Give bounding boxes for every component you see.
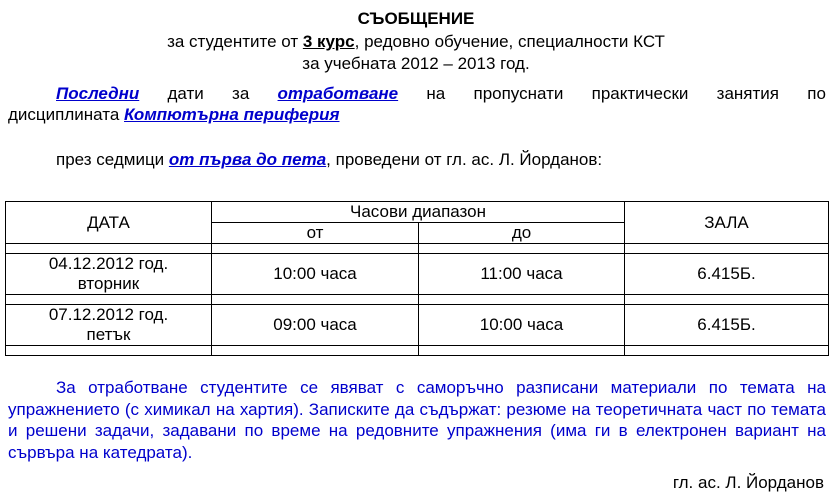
weeks-range: от първа до пета — [168, 150, 327, 169]
audience-line — [0, 32, 832, 52]
intro-word: занятия — [716, 84, 779, 103]
row-date — [6, 305, 212, 346]
subject-name: Компютърна периферия — [124, 105, 340, 124]
course-label: 3 курс — [302, 32, 355, 51]
header-room: ЗАЛА — [625, 202, 829, 244]
audience-prefix: за студентите от — [167, 32, 303, 51]
schedule-table — [5, 201, 829, 356]
header-to: до — [419, 223, 625, 244]
row-room: 6.415Б. — [625, 254, 829, 295]
intro-word: на — [426, 84, 446, 103]
row-to: 10:00 часа — [419, 305, 625, 346]
table-row — [6, 254, 829, 295]
notice-title: СЪОБЩЕНИЕ — [357, 9, 475, 28]
emphasis-last: Последни — [56, 84, 140, 103]
intro-line-2 — [8, 104, 826, 125]
intro-word: дати — [167, 84, 204, 103]
weeks-line — [56, 150, 602, 170]
discipline-prefix: дисциплината — [8, 105, 125, 124]
academic-year: за учебната 2012 – 2013 год. — [302, 54, 530, 73]
row-room: 6.415Б. — [625, 305, 829, 346]
weekday-value: вторник — [77, 274, 140, 293]
row-from: 09:00 часа — [212, 305, 419, 346]
header-from: от — [212, 223, 419, 244]
row-to: 11:00 часа — [419, 254, 625, 295]
audience-suffix: , редовно обучение, специалности КСТ — [354, 32, 665, 51]
weekday-value: петък — [86, 325, 131, 344]
intro-paragraph — [8, 83, 826, 125]
emphasis-makeup: отработване — [277, 84, 399, 103]
header-time-range: Часови диапазон — [212, 202, 625, 223]
date-value: 04.12.2012 год. — [48, 254, 169, 273]
header-date: ДАТА — [6, 202, 212, 244]
intro-word: по — [807, 84, 826, 103]
intro-word: за — [232, 84, 250, 103]
weeks-prefix: през седмици — [56, 150, 169, 169]
weeks-suffix: , проведени от гл. ас. Л. Йорданов: — [326, 150, 603, 169]
row-date — [6, 254, 212, 295]
intro-line-1 — [8, 83, 826, 104]
table-row — [6, 305, 829, 346]
row-from: 10:00 часа — [212, 254, 419, 295]
intro-word: пропуснати — [473, 84, 564, 103]
instructions-note: За отработване студентите се явяват с саморъчно разписани материали по темата на упражнението (с химикал на хартия). Записките да съдържат: резюме на теоретичната част по темата и решени задачи, задавани по време на редовните упражнения (има ги в електронен вариант на сървъра на катедрата). — [8, 378, 826, 462]
intro-word: практически — [591, 84, 689, 103]
date-value: 07.12.2012 год. — [48, 305, 169, 324]
signature: гл. ас. Л. Йорданов — [672, 473, 824, 492]
